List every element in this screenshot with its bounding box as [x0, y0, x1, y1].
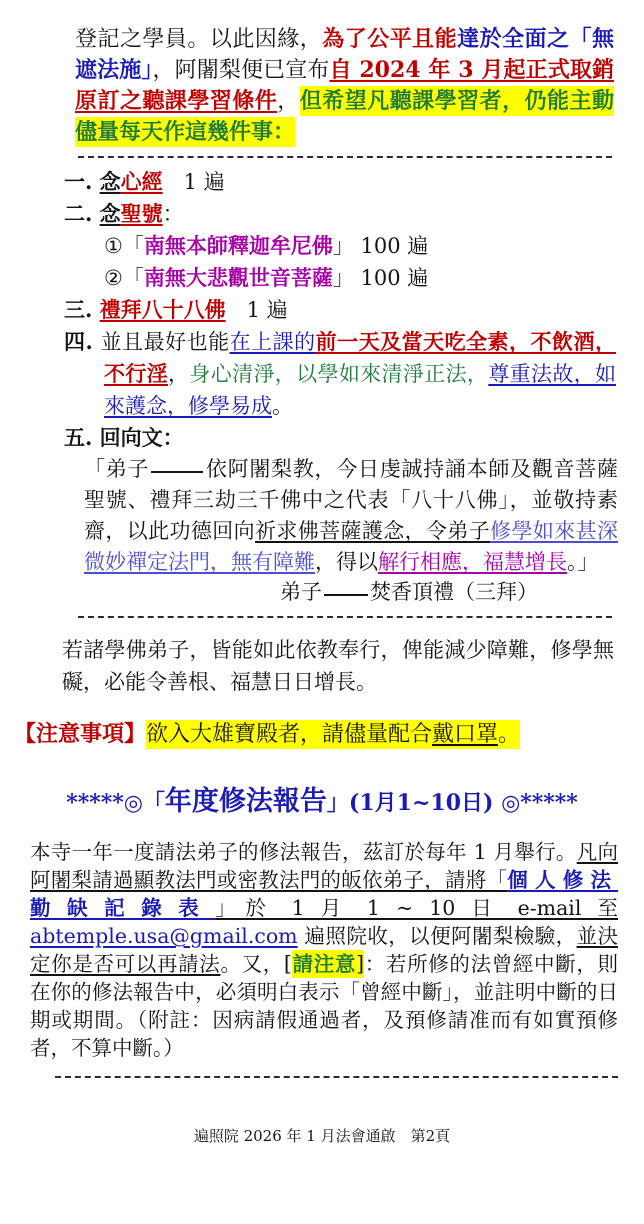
text-run: 身心清淨，以學如來清淨正法， — [189, 362, 489, 386]
text-run: 登記之學員。以此因緣， — [75, 27, 323, 52]
text-run: 南無大悲觀世音菩薩 — [143, 265, 333, 290]
text-run: ， — [277, 89, 300, 114]
text-run: 戴口罩 — [432, 722, 499, 747]
text-run: 念 — [99, 201, 121, 226]
text-run: 四. — [64, 329, 101, 354]
list-subitem-2 — [104, 262, 616, 294]
text-run: 尊重法故，如來護念，修學易成 — [104, 362, 617, 418]
closing-paragraph: 若諸學佛弟子，皆能如此依教奉行，俾能減少障難，修學無礙，必能令善根、福慧日日增長。 — [62, 638, 614, 694]
report-paragraph — [30, 838, 618, 1062]
text-run: 二. — [64, 201, 100, 226]
text-run: ] — [356, 952, 365, 976]
practice-list — [64, 166, 616, 454]
text-run: 。 — [498, 722, 521, 747]
text-run: 祈求佛菩薩護念，令弟子 — [255, 519, 491, 543]
text-run: 弟子 — [280, 580, 322, 604]
text-run: 念 — [99, 169, 121, 194]
email-link[interactable]: abtemple.usa@gmail.com — [30, 924, 298, 948]
text-run: 在上課的 — [229, 330, 316, 354]
text-run: 焚香頂禮（三拜） — [370, 580, 538, 604]
text-run: 為了公平且能 — [322, 26, 458, 52]
text-run: 【注意事項】 — [14, 721, 147, 747]
text-run: 」 100 遍 — [332, 266, 429, 290]
text-run: 若所修的法曾經中斷，則在你的修法報告中，必須明白表示「曾經中斷」，並註明中斷的日期或期間。（附註：因病請假通過者，及預修請准而有如實預修者，不算中斷。） — [30, 952, 619, 1060]
dashed-divider-top — [78, 156, 612, 158]
text-run: 並決定你是否可以再請法 — [30, 924, 619, 976]
text-run: 聖號 — [120, 201, 163, 226]
text-run — [324, 592, 368, 596]
text-run: ： — [162, 202, 184, 226]
text-run — [151, 469, 203, 473]
text-run: 。 — [272, 394, 293, 418]
text-run: 但希望凡聽課學習者，仍能主動儘量每天作這幾件事： — [75, 88, 614, 145]
intro-paragraph — [75, 24, 614, 148]
list-item-4 — [64, 326, 616, 422]
text-run: 請注意 — [291, 952, 357, 976]
text-run: 」 100 遍 — [332, 234, 429, 258]
text-run: 前一天及當天吃全素，不飲酒，不行淫 — [104, 329, 617, 386]
page-footer: 遍照院 2026 年 1 月法會通啟 第2頁 — [193, 1127, 451, 1145]
text-run: 禮拜八十八佛 — [99, 297, 226, 322]
dashed-divider-bottom — [55, 1076, 618, 1078]
text-run: ，得以 — [315, 550, 378, 574]
text-run: 回向文： — [99, 425, 184, 450]
text-run: ： — [364, 952, 386, 976]
text-run: 達於全面之「無遮法施」 — [75, 26, 614, 83]
text-run: 一. — [64, 169, 100, 194]
text-run: 。」 — [567, 550, 599, 574]
text-run: 修學如來甚深微妙禪定法門，無有障難 — [84, 519, 618, 574]
text-run: 心經 — [120, 169, 163, 194]
notice-line — [14, 718, 634, 751]
text-run: ①「 — [104, 234, 144, 258]
list-item-5 — [64, 422, 616, 454]
text-run: 本寺一年一度請法弟子的修法報告，茲訂於每年 1 月舉行。 — [30, 840, 577, 864]
text-run: 解行相應，福慧增長 — [378, 550, 567, 574]
text-run: 遍照院收，以便阿闍梨檢驗， — [297, 924, 577, 948]
dashed-divider-middle — [78, 616, 612, 618]
report-heading — [0, 781, 644, 824]
list-item-2 — [64, 198, 616, 230]
text-run: 依阿闍梨教，今日虔誠持誦本師及觀音菩薩聖號、禮拜三劫三千佛中之代表「八十八佛」，並敬持素齋，以此功德回向 — [84, 457, 619, 543]
list-subitem-1 — [104, 230, 616, 262]
text-run: ， — [168, 362, 190, 386]
text-run: 並且最好也能 — [100, 330, 230, 354]
list-item-1 — [64, 166, 616, 198]
text-run: 凡向阿闍梨請過顯教法門或密教法門的皈依弟子，請將「 — [30, 840, 619, 892]
text-run: 個人修法勤缺記錄表 — [30, 868, 618, 920]
text-run: 「弟子 — [84, 457, 150, 481]
text-run: 。又，[ — [220, 952, 292, 976]
text-run: 自 2024 年 3 月起正式取銷原訂之聽課學習條件 — [75, 57, 614, 114]
text-run: 三. — [64, 297, 100, 322]
text-run: 南無本師釋迦牟尼佛 — [143, 233, 333, 258]
text-run: 」於 1 月 1 ~ 10 日 e-mail 至 — [215, 896, 619, 920]
text-run: ，阿闍梨便已宣布 — [152, 58, 330, 83]
text-run: 年度修法報告 — [164, 786, 327, 817]
text-run: 欲入大雄寶殿者，請儘量配合 — [146, 722, 433, 747]
dedication-signoff — [280, 578, 618, 606]
text-run: 」(1月1~10日) ◎***** — [326, 790, 578, 816]
dedication-text — [84, 454, 618, 578]
text-run: *****◎「 — [66, 790, 165, 816]
document-page — [0, 24, 644, 1224]
text-run: 五. — [64, 425, 100, 450]
text-run: 1 遍 — [225, 298, 288, 322]
list-item-3 — [64, 294, 616, 326]
text-run: ②「 — [104, 266, 144, 290]
text-run: 1 遍 — [162, 170, 225, 194]
